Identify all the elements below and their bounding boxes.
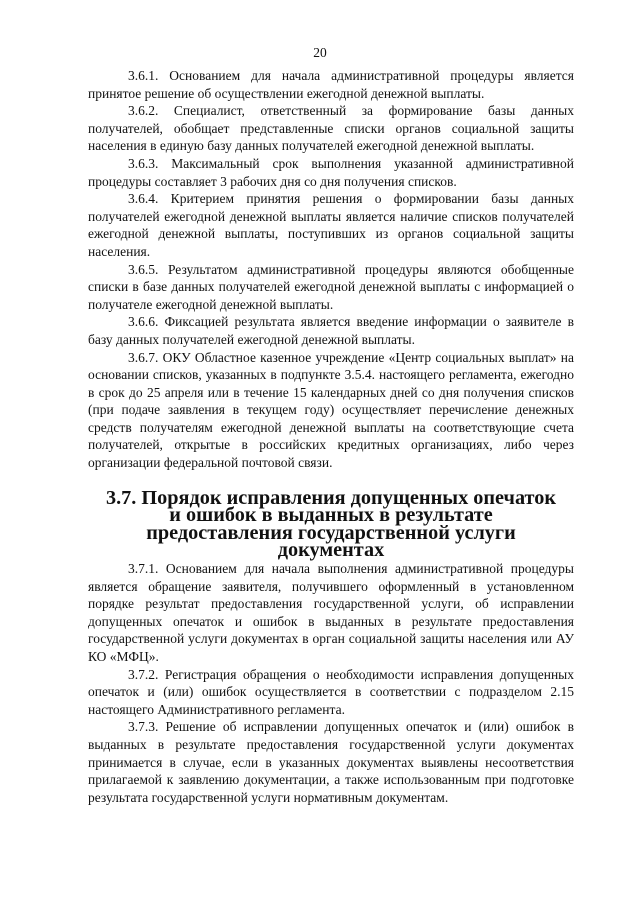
page-number: 20 xyxy=(313,45,327,60)
paragraph-3-7-3: 3.7.3. Решение об исправлении допущенных опечаток и (или) ошибок в выданных в результате предоставления государственной услуги документах принимается в случае, если в указанных документах выявлены несоответствия прилагаемой к заявлению документации, а также использованным при подготовке результата государственной услуги нормативным документам. xyxy=(88,719,574,805)
paragraph-3-6-2: 3.6.2. Специалист, ответственный за формирование базы данных получателей, обобщает представленные списки органов социальной защиты населения в единую базу данных получателей ежегодной денежной выплаты. xyxy=(88,103,574,154)
paragraph-3-6-1: 3.6.1. Основанием для начала административной процедуры является принятое решение об осуществлении ежегодной денежной выплаты. xyxy=(88,68,574,101)
paragraph-3-6-7: 3.6.7. ОКУ Областное казенное учреждение «Центр социальных выплат» на основании списков, указанных в подпункте 3.5.4. настоящего регламента, ежегодно в срок до 25 апреля или в течение 15 календарных дней со дня получения списков (при подаче заявления в текущем году) осуществляет перечисление денежных средств получателям ежегодной денежной выплаты на соответствующие счета получателей, открытые в российских кредитных организациях, либо через организации федеральной почтовой связи. xyxy=(88,349,574,471)
section-heading-3-7: 3.7. Порядок исправления допущенных опечаток и ошибок в выданных в результате предоставления государственной услуги документах xyxy=(105,486,557,562)
paragraph-3-6-4: 3.6.4. Критерием принятия решения о формировании базы данных получателей ежегодной денежной выплаты является наличие списков получателей ежегодной денежной выплаты, поступивших из органов социальной защиты населения. xyxy=(88,191,574,259)
paragraph-3-6-3: 3.6.3. Максимальный срок выполнения указанной административной процедуры составляет 3 рабочих дня со дня получения списков. xyxy=(88,155,574,189)
document-body xyxy=(88,67,574,806)
paragraph-3-7-1: 3.7.1. Основанием для начала выполнения административной процедуры является обращение заявителя, получившего оформленный в установленном порядке результат предоставления государственной услуги, об исправлении допущенных опечаток и ошибок в выданных в результате предоставления государственной услуги документах в орган социальной защиты населения или АУ КО «МФЦ». xyxy=(88,561,574,664)
paragraph-3-6-5: 3.6.5. Результатом административной процедуры являются обобщенные списки в базе данных получателей ежегодной денежной выплаты с информацией о получателе ежегодной денежной выплаты. xyxy=(88,261,574,312)
paragraph-3-6-6: 3.6.6. Фиксацией результата является введение информации о заявителе в базу данных получателей ежегодной денежной выплаты. xyxy=(88,314,574,347)
paragraph-3-7-2: 3.7.2. Регистрация обращения о необходимости исправления допущенных опечаток и (или) ошибок осуществляется в соответствии с подразделом 2.15 настоящего Административного регламента. xyxy=(88,666,574,717)
